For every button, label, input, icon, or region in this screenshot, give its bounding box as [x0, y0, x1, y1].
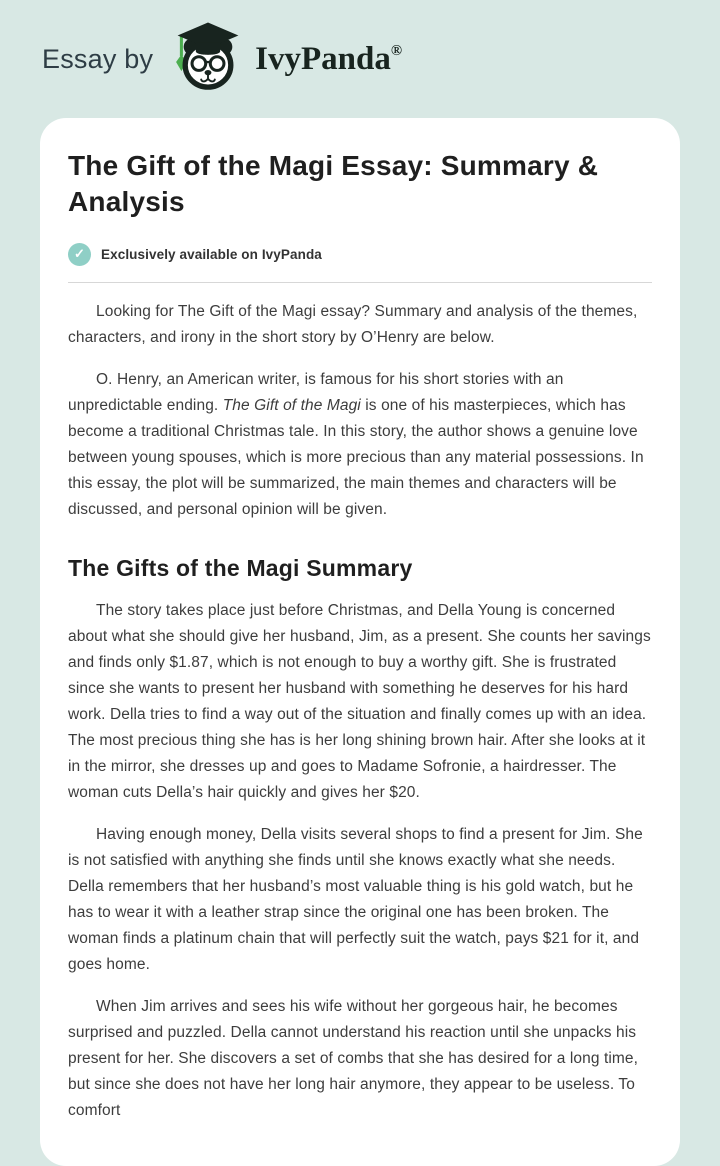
divider: [68, 282, 652, 283]
exclusive-badge: [68, 243, 652, 266]
brand-link[interactable]: [169, 21, 402, 97]
summary-paragraph-3: When Jim arrives and sees his wife without her gorgeous hair, he becomes surprised and puzzled. Della cannot understand his reaction until she unpacks his present for her. She discovers a set of combs that she has desired for a long time, but since she does not have her long hair anymore, they appear to be useless. To comfort: [68, 997, 639, 1119]
brand-name: IvyPanda®: [255, 40, 403, 77]
book-title-italic: The Gift of the Magi: [222, 396, 361, 414]
check-icon: ✓: [68, 243, 91, 266]
exclusive-badge-label: Exclusively available on IvyPanda: [101, 246, 322, 262]
summary-section-heading: The Gifts of the Magi Summary: [68, 554, 413, 581]
panda-graduation-cap-icon: [169, 21, 255, 97]
intro-paragraph-2: O. Henry, an American writer, is famous for his short stories with an unpredictable ending. The Gift of the Magi is one of his masterpieces, which has become a traditional Christmas tale. In this story, the author shows a genuine love between young spouses, which is more precious than any material possessions. In this essay, the plot will be summarized, the main themes and characters will be discussed, and personal opinion will be given.: [68, 370, 644, 518]
intro-paragraph-1: Looking for The Gift of the Magi essay? Summary and analysis of the themes, characters, and irony in the short story by O’Henry are below.: [68, 302, 638, 346]
site-header: [0, 0, 720, 118]
summary-paragraph-1: The story takes place just before Christmas, and Della Young is concerned about what she should give her husband, Jim, as a present. She counts her savings and finds only $1.87, which is not enough to buy a worthy gift. She is frustrated since she wants to present her husband with something he deserves for his hard work. Della tries to find a way out of the situation and finally comes up with an idea. The most precious thing she has is her long shining brown hair. After she looks at it in the mirror, she dresses up and goes to Madame Sofronie, a hairdresser. The woman cuts Della’s hair quickly and gives her $20.: [68, 601, 651, 801]
essay-by-label: Essay by: [42, 43, 154, 74]
registered-mark: ®: [390, 42, 403, 59]
article-card: [40, 118, 680, 1166]
summary-paragraph-2: Having enough money, Della visits several shops to find a present for Jim. She is not satisfied with anything she finds until she knows exactly what she needs. Della remembers that her husband’s most valuable thing is his gold watch, but he has to wear it with a leather strap since the original one has been broken. The woman finds a platinum chain that will perfectly suit the watch, pays $21 for it, and goes home.: [68, 825, 643, 973]
article-title: The Gift of the Magi Essay: Summary & Analysis: [68, 150, 599, 218]
